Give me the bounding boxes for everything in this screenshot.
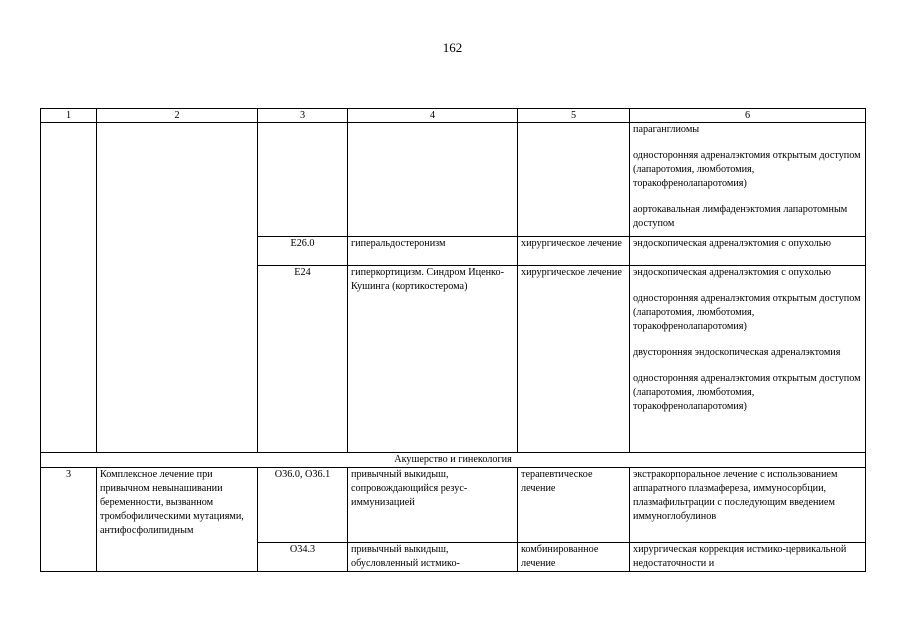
cell-treatment-type: терапевтическое лечение <box>518 468 630 543</box>
method-text: аортокавальная лимфаденэктомия лапаротомным доступом <box>633 204 848 229</box>
page-number: 162 <box>442 40 463 55</box>
cell-method <box>630 123 866 237</box>
cell-number <box>41 123 97 453</box>
method-text: односторонняя адреналэктомия открытым доступом (лапаротомия, люмботомия, торакофренолапаротомия) <box>633 150 861 189</box>
section-row <box>41 453 866 468</box>
header-cell: 4 <box>348 109 518 123</box>
cell-method: хирургическая коррекция истмико-цервикальной недостаточности и <box>630 543 866 572</box>
cell-diagnosis: привычный выкидыш, сопровождающийся резус-иммунизацией <box>348 468 518 543</box>
header-cell: 3 <box>258 109 348 123</box>
method-text: эндоскопическая адреналэктомия с опухолью <box>633 267 831 278</box>
method-text: односторонняя адреналэктомия открытым доступом (лапаротомия, люмботомия, торакофренолапаротомия) <box>633 293 861 332</box>
header-row <box>41 109 866 123</box>
method-text: односторонняя адреналэктомия открытым доступом (лапаротомия, люмботомия, торакофренолапаротомия) <box>633 373 861 412</box>
cell-description: Комплексное лечение при привычном невынашивании беременности, вызванном тромбофилическими мутациями, антифосфолипидным <box>97 468 258 572</box>
cell-code: O36.0, O36.1 <box>258 468 348 543</box>
table-row <box>41 468 866 543</box>
cell-diagnosis: привычный выкидыш, обусловленный истмико- <box>348 543 518 572</box>
header-cell: 1 <box>41 109 97 123</box>
cell-code: O34.3 <box>258 543 348 572</box>
cell-diagnosis: гиперкортицизм. Синдром Иценко-Кушинга (кортикостерома) <box>348 266 518 453</box>
cell-method: эндоскопическая адреналэктомия с опухолью <box>630 237 866 266</box>
method-text: параганглиомы <box>633 124 700 135</box>
table-row <box>41 123 866 237</box>
cell-number: 3 <box>41 468 97 572</box>
cell-code <box>258 123 348 237</box>
cell-diagnosis: гиперальдостеронизм <box>348 237 518 266</box>
cell-code: E26.0 <box>258 237 348 266</box>
section-title: Акушерство и гинекология <box>41 453 866 468</box>
header-cell: 5 <box>518 109 630 123</box>
cell-code: E24 <box>258 266 348 453</box>
cell-method: экстракорпоральное лечение с использованием аппаратного плазмафереза, иммуносорбции, плазмафильтрации с последующим введением иммуноглобулинов <box>630 468 866 543</box>
header-cell: 2 <box>97 109 258 123</box>
cell-diagnosis <box>348 123 518 237</box>
cell-treatment-type: хирургическое лечение <box>518 237 630 266</box>
cell-method <box>630 266 866 453</box>
method-text: двусторонняя эндоскопическая адреналэктомия <box>633 347 841 358</box>
header-cell: 6 <box>630 109 866 123</box>
cell-treatment-type: хирургическое лечение <box>518 266 630 453</box>
procedures-table <box>40 108 866 572</box>
cell-treatment-type: комбинированное лечение <box>518 543 630 572</box>
cell-treatment-type <box>518 123 630 237</box>
cell-description <box>97 123 258 453</box>
